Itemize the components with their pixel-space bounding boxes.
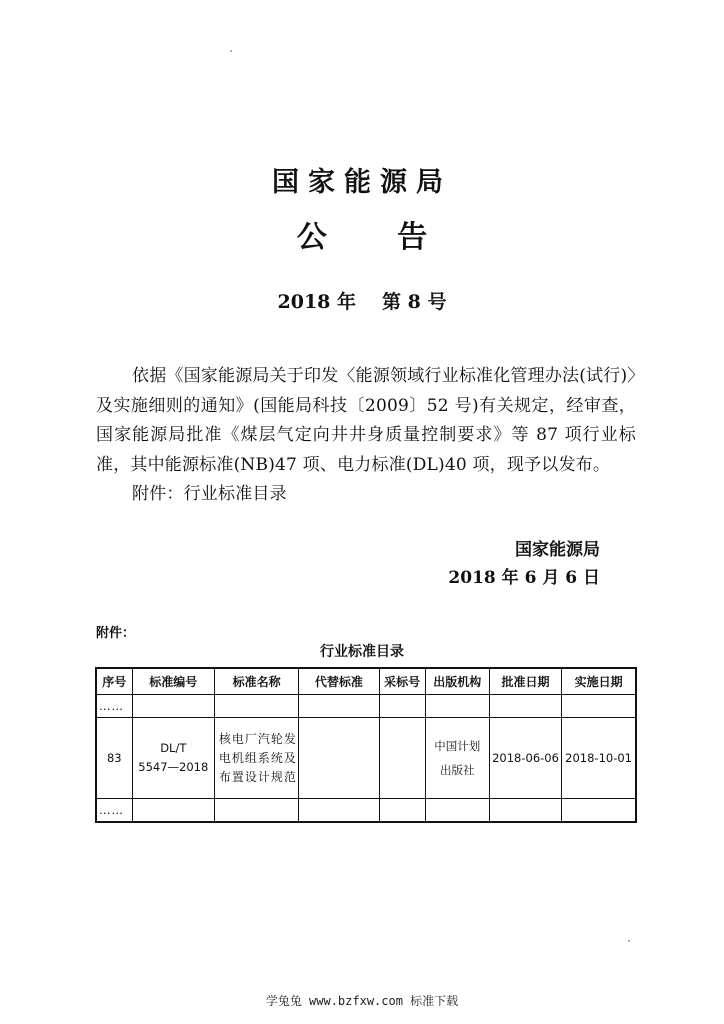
announcement-body [96, 362, 636, 510]
document-number [0, 287, 724, 314]
standard-name-cell: 核电厂汽轮发电机组系统及布置设计规范 [214, 718, 298, 799]
ellipsis-cell: …… [96, 799, 132, 823]
document-issue-number: 第 8 号 [382, 291, 447, 313]
attachment-reference: 附件：行业标准目录 [132, 484, 287, 504]
adopted-cell [379, 718, 425, 799]
standard-code-number: 5547—2018 [138, 760, 209, 774]
column-header: 标准名称 [214, 668, 298, 695]
column-header: 出版机构 [425, 668, 489, 695]
column-header: 实施日期 [562, 668, 636, 695]
replaces-cell [299, 718, 379, 799]
effective-date-cell: 2018-10-01 [562, 718, 636, 799]
standard-code-cell [132, 718, 214, 799]
announcement-heading: 公 告 [296, 220, 458, 255]
footer-watermark: 学兔兔 www.bzfxw.com 标准下载 [265, 994, 459, 1008]
body-paragraph: 依据《国家能源局关于印发〈能源领域行业标准化管理办法(试行)〉及实施细则的通知》(国能局科技〔2009〕52 号)有关规定，经审查，国家能源局批准《煤层气定向井井身质量控制要求》等 87 项行业标准，其中能源标准(NB)47 项、电力标准(DL)40 项，现予以发布。 [96, 366, 636, 475]
standards-table [95, 667, 637, 823]
scan-speck [628, 940, 630, 942]
catalog-title: 行业标准目录 [320, 644, 404, 660]
scan-speck [230, 50, 232, 52]
table-row [96, 695, 636, 718]
document-year: 2018 年 [277, 291, 357, 313]
signature-date: 2018 年 6 月 6 日 [448, 568, 600, 588]
table-row [96, 799, 636, 823]
table-row [96, 718, 636, 799]
column-header: 标准编号 [132, 668, 214, 695]
column-header: 代替标准 [299, 668, 379, 695]
column-header: 序号 [96, 668, 132, 695]
column-header: 批准日期 [489, 668, 561, 695]
table-header-row [96, 668, 636, 695]
signature-agency: 国家能源局 [515, 540, 600, 560]
seq-cell: 83 [96, 718, 132, 799]
standard-code-prefix: DL/T [160, 741, 187, 755]
ellipsis-cell: …… [96, 695, 132, 718]
approval-date-cell: 2018-06-06 [489, 718, 561, 799]
attachment-label: 附件： [96, 626, 136, 641]
publisher-cell: 中国计划出版社 [425, 718, 489, 799]
agency-heading: 国家能源局 [272, 167, 452, 198]
column-header: 采标号 [379, 668, 425, 695]
